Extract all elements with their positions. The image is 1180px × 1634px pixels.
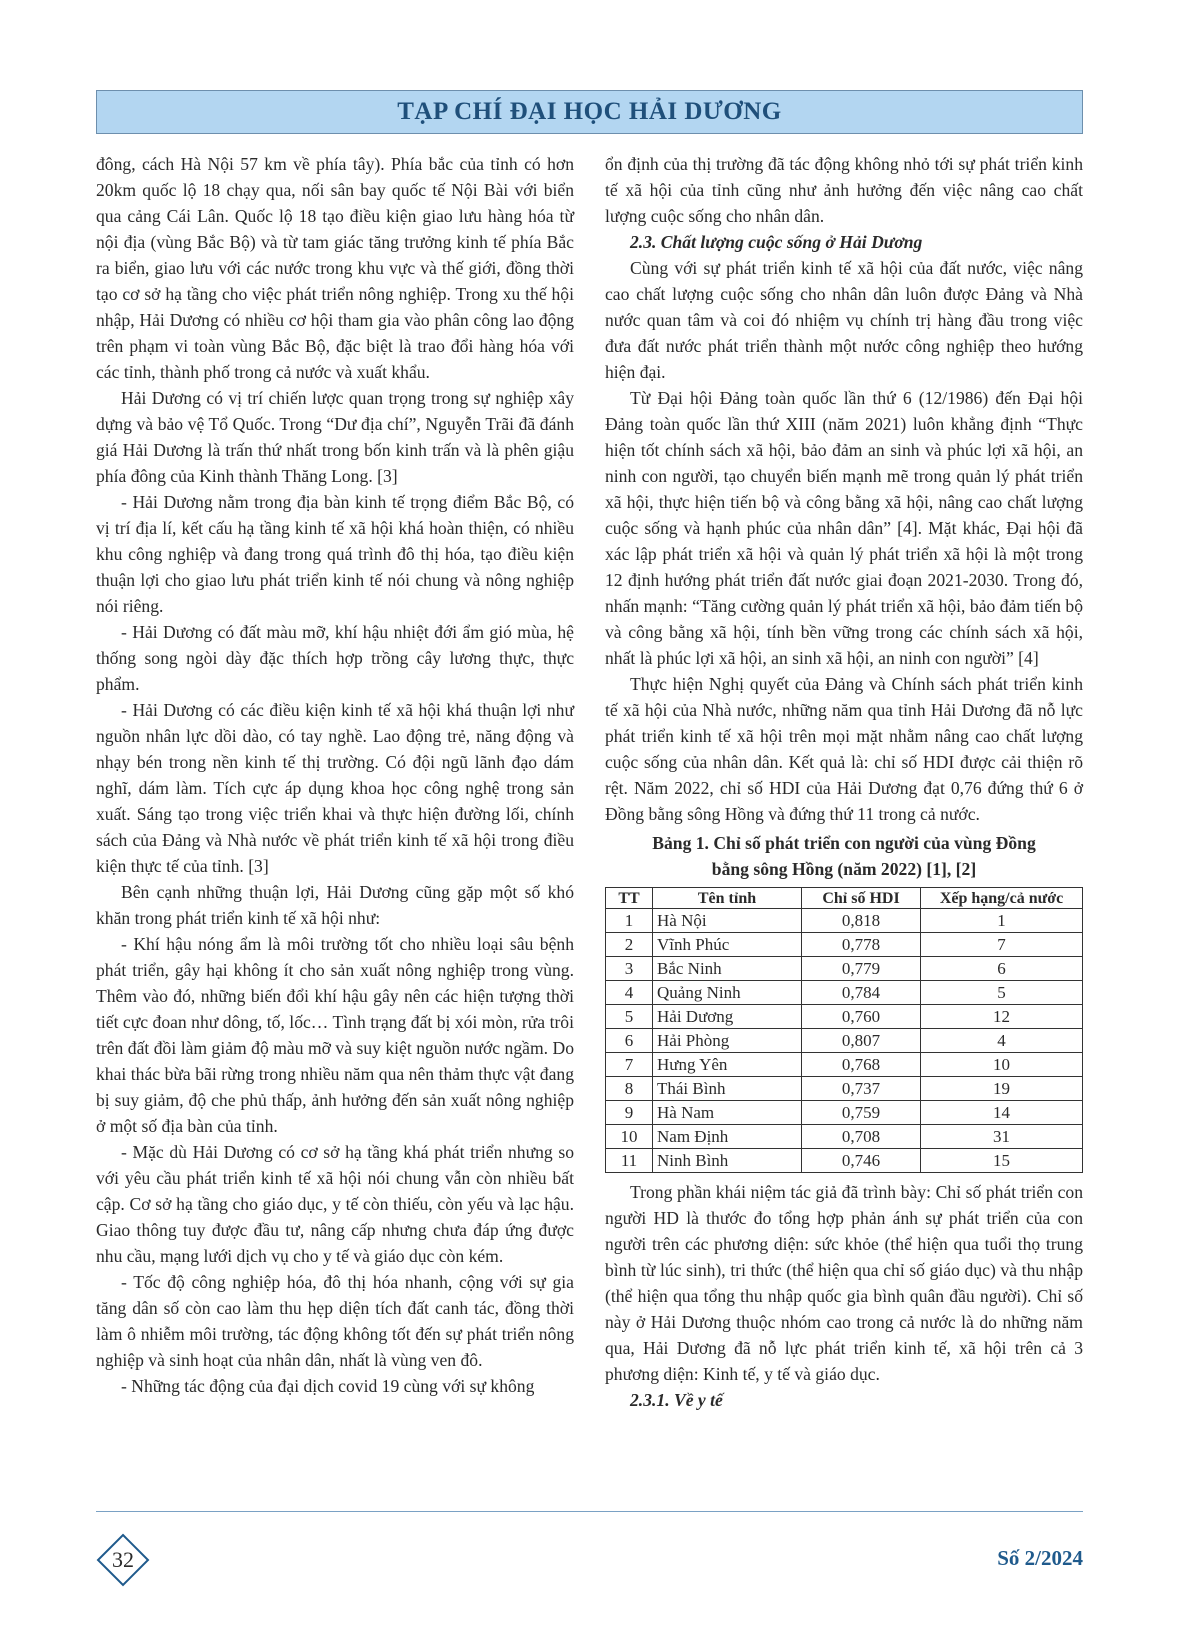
cell-rank: 31 [921, 1125, 1083, 1149]
table-caption-line: Bảng 1. Chỉ số phát triển con người của vùng Đồng [652, 833, 1036, 853]
cell-rank: 1 [921, 909, 1083, 933]
hdi-table [605, 887, 1083, 1173]
cell-province: Nam Định [653, 1125, 802, 1149]
left-column [96, 151, 574, 1399]
table-caption [605, 830, 1083, 882]
cell-hdi: 0,779 [802, 957, 921, 981]
cell-province: Vĩnh Phúc [653, 933, 802, 957]
cell-tt: 9 [606, 1101, 653, 1125]
paragraph: - Mặc dù Hải Dương có cơ sở hạ tầng khá phát triển nhưng so với yêu cầu phát triển kinh tế xã hội nói chung vẫn còn nhiều bất cập. Cơ sở hạ tầng cho giáo dục, y tế còn thiếu, còn yếu và lạc hậu. Giao thông tuy được đầu tư, nâng cấp nhưng chưa đáp ứng được nhu cầu, mạng lưới dịch vụ cho y tế và giáo dục còn kém. [96, 1142, 574, 1266]
paragraph: - Khí hậu nóng ẩm là môi trường tốt cho nhiều loại sâu bệnh phát triển, gây hại không ít cho sản xuất nông nghiệp trong vùng. Thêm vào đó, những biến đổi khí hậu gây nên các hiện tượng thời tiết cực đoan như dông, tố, lốc… Tình trạng đất bị xói mòn, rửa trôi trên đất đồi làm giảm độ màu mỡ và suy kiệt nguồn nước ngầm. Do khai thác bừa bãi rừng trong nhiều năm qua nên thảm thực vật đang bị suy giảm, độ che phủ thấp, ảnh hưởng đến sản xuất nông nghiệp ở một số địa bàn của tỉnh. [96, 934, 574, 1136]
cell-tt: 10 [606, 1125, 653, 1149]
cell-tt: 8 [606, 1077, 653, 1101]
table-row [606, 957, 1083, 981]
cell-hdi: 0,778 [802, 933, 921, 957]
table-row [606, 1053, 1083, 1077]
cell-tt: 5 [606, 1005, 653, 1029]
cell-province: Ninh Bình [653, 1149, 802, 1173]
paragraph: Trong phần khái niệm tác giả đã trình bày: Chỉ số phát triển con người HD là thước đo tổng hợp phản ánh sự phát triển của con người trên các phương diện: sức khỏe (thể hiện qua tuổi thọ trung bình từ lúc sinh), tri thức (thể hiện qua chỉ số giáo dục) và thu nhập (thể hiện qua tổng thu nhập quốc gia bình quân đầu người). Chỉ số này ở Hải Dương thuộc nhóm cao trong cả nước là do những năm qua, Hải Dương đã nỗ lực phát triển kinh tế, xã hội trên cả 3 phương diện: Kinh tế, y tế và giáo dục. [605, 1182, 1083, 1384]
table-header-row [606, 888, 1083, 909]
paragraph: Bên cạnh những thuận lợi, Hải Dương cũng gặp một số khó khăn trong phát triển kinh tế xã hội như: [96, 882, 574, 928]
paragraph: - Tốc độ công nghiệp hóa, đô thị hóa nhanh, cộng với sự gia tăng dân số còn cao làm thu hẹp diện tích đất canh tác, đồng thời làm ô nhiễm môi trường, tác động không tốt đến sự phát triển nông nghiệp và sinh hoạt của nhân dân, nhất là vùng ven đô. [96, 1272, 574, 1370]
cell-province: Thái Bình [653, 1077, 802, 1101]
paragraph: ổn định của thị trường đã tác động không nhỏ tới sự phát triển kinh tế xã hội của tỉnh cũng như ảnh hưởng đến việc nâng cao chất lượng cuộc sống cho nhân dân. [605, 154, 1083, 226]
table-row [606, 933, 1083, 957]
cell-tt: 1 [606, 909, 653, 933]
journal-title: TẠP CHÍ ĐẠI HỌC HẢI DƯƠNG [397, 98, 782, 125]
cell-province: Hà Nam [653, 1101, 802, 1125]
paragraph: - Hải Dương nằm trong địa bàn kinh tế trọng điểm Bắc Bộ, có vị trí địa lí, kết cấu hạ tầng kinh tế xã hội khá hoàn thiện, có nhiều khu công nghiệp và đang trong quá trình đô thị hóa, tạo điều kiện thuận lợi cho giao lưu phát triển kinh tế nói chung và nông nghiệp nói riêng. [96, 492, 574, 616]
table-row [606, 1149, 1083, 1173]
cell-province: Hải Dương [653, 1005, 802, 1029]
cell-rank: 15 [921, 1149, 1083, 1173]
table-row [606, 909, 1083, 933]
paragraph: Thực hiện Nghị quyết của Đảng và Chính sách phát triển kinh tế xã hội của Nhà nước, những năm qua tỉnh Hải Dương đã nỗ lực phát triển kinh tế xã hội trên mọi mặt nhằm nâng cao chất lượng cuộc sống của nhân dân. Kết quả là: chỉ số HDI được cải thiện rõ rệt. Năm 2022, chỉ số HDI của Hải Dương đạt 0,76 đứng thứ 6 ở Đồng bằng sông Hồng và đứng thứ 11 trong cả nước. [605, 674, 1083, 824]
section-heading: 2.3. Chất lượng cuộc sống ở Hải Dương [630, 232, 923, 252]
cell-tt: 6 [606, 1029, 653, 1053]
table-caption-line: bằng sông Hồng (năm 2022) [1], [2] [711, 859, 977, 879]
journal-header-band [96, 90, 1083, 134]
cell-hdi: 0,708 [802, 1125, 921, 1149]
table-body [606, 909, 1083, 1173]
cell-rank: 14 [921, 1101, 1083, 1125]
issue-label: Số 2/2024 [997, 1546, 1083, 1570]
cell-province: Hưng Yên [653, 1053, 802, 1077]
cell-province: Bắc Ninh [653, 957, 802, 981]
right-column [605, 151, 1083, 1413]
cell-tt: 2 [606, 933, 653, 957]
col-header-rank: Xếp hạng/cả nước [921, 888, 1083, 909]
cell-rank: 4 [921, 1029, 1083, 1053]
cell-tt: 3 [606, 957, 653, 981]
cell-hdi: 0,760 [802, 1005, 921, 1029]
cell-rank: 19 [921, 1077, 1083, 1101]
cell-rank: 6 [921, 957, 1083, 981]
cell-province: Hải Phòng [653, 1029, 802, 1053]
cell-hdi: 0,746 [802, 1149, 921, 1173]
col-header-tt: TT [606, 888, 653, 909]
table-row [606, 1101, 1083, 1125]
cell-province: Quảng Ninh [653, 981, 802, 1005]
cell-rank: 12 [921, 1005, 1083, 1029]
paragraph: - Những tác động của đại dịch covid 19 cùng với sự không [121, 1376, 535, 1396]
cell-hdi: 0,768 [802, 1053, 921, 1077]
page-number: 32 [112, 1547, 134, 1572]
cell-tt: 11 [606, 1149, 653, 1173]
cell-rank: 10 [921, 1053, 1083, 1077]
paragraph: Hải Dương có vị trí chiến lược quan trọng trong sự nghiệp xây dựng và bảo vệ Tổ Quốc. Trong “Dư địa chí”, Nguyễn Trãi đã đánh giá Hải Dương là trấn thứ nhất trong bốn kinh trấn và là phên giậu phía đông của Kinh thành Thăng Long. [3] [96, 388, 574, 486]
cell-hdi: 0,784 [802, 981, 921, 1005]
col-header-province: Tên tỉnh [653, 888, 802, 909]
cell-hdi: 0,737 [802, 1077, 921, 1101]
cell-rank: 5 [921, 981, 1083, 1005]
cell-hdi: 0,759 [802, 1101, 921, 1125]
table-row [606, 1125, 1083, 1149]
table-row [606, 1077, 1083, 1101]
table-row [606, 1005, 1083, 1029]
cell-hdi: 0,818 [802, 909, 921, 933]
table-row [606, 1029, 1083, 1053]
cell-rank: 7 [921, 933, 1083, 957]
paragraph: đông, cách Hà Nội 57 km về phía tây). Phía bắc của tỉnh có hơn 20km quốc lộ 18 chạy qua, nối sân bay quốc tế Nội Bài với biển qua cảng Cái Lân. Quốc lộ 18 tạo điều kiện giao lưu hàng hóa từ nội địa (vùng Bắc Bộ) và từ tam giác tăng trưởng kinh tế phía Bắc ra biển, giao lưu với các nước trong khu vực và thế giới, đồng thời tạo cơ sở hạ tầng cho việc phát triển nông nghiệp. Trong xu thế hội nhập, Hải Dương có nhiều cơ hội tham gia vào phân công lao động trên phạm vi toàn vùng Bắc Bộ, đặc biệt là trao đổi hàng hóa với các tỉnh, thành phố trong cả nước và xuất khẩu. [96, 154, 574, 382]
footer-divider [96, 1511, 1083, 1512]
col-header-hdi: Chỉ số HDI [802, 888, 921, 909]
page-number-badge [96, 1533, 150, 1587]
subsection-heading: 2.3.1. Về y tế [630, 1390, 723, 1410]
cell-hdi: 0,807 [802, 1029, 921, 1053]
cell-tt: 4 [606, 981, 653, 1005]
cell-tt: 7 [606, 1053, 653, 1077]
paragraph: - Hải Dương có đất màu mỡ, khí hậu nhiệt đới ẩm gió mùa, hệ thống song ngòi dày đặc thích hợp trồng cây lương thực, thực phẩm. [96, 622, 574, 694]
paragraph: - Hải Dương có các điều kiện kinh tế xã hội khá thuận lợi như nguồn nhân lực dồi dào, có tay nghề. Lao động trẻ, năng động và nhạy bén trong nền kinh tế thị trường. Có đội ngũ lãnh đạo dám nghĩ, dám làm. Tích cực áp dụng khoa học công nghệ trong sản xuất. Sáng tạo trong việc triển khai và thực hiện đường lối, chính sách của Đảng và Nhà nước về phát triển kinh tế xã hội trong điều kiện thực tế của tỉnh. [3] [96, 700, 574, 876]
paragraph: Từ Đại hội Đảng toàn quốc lần thứ 6 (12/1986) đến Đại hội Đảng toàn quốc lần thứ XIII (năm 2021) luôn khẳng định “Thực hiện tốt chính sách xã hội, bảo đảm an sinh và phúc lợi xã hội, an ninh con người, tạo chuyển biến mạnh mẽ trong quản lý phát triển xã hội, thực hiện tiến bộ và công bằng xã hội, nâng cao chất lượng cuộc sống và hạnh phúc của nhân dân” [4]. Mặt khác, Đại hội đã xác lập phát triển xã hội và quản lý phát triển xã hội là một trong 12 định hướng phát triển đất nước giai đoạn 2021-2030. Trong đó, nhấn mạnh: “Tăng cường quản lý phát triển xã hội, bảo đảm tiến bộ và công bằng xã hội, tính bền vững trong các chính sách xã hội, nhất là phúc lợi xã hội, an sinh xã hội, an ninh con người” [4] [605, 388, 1083, 668]
paragraph: Cùng với sự phát triển kinh tế xã hội của đất nước, việc nâng cao chất lượng cuộc sống cho nhân dân luôn được Đảng và Nhà nước quan tâm và coi đó nhiệm vụ chính trị hàng đầu trong việc đưa đất nước phát triển thành một nước công nghiệp theo hướng hiện đại. [605, 258, 1083, 382]
cell-province: Hà Nội [653, 909, 802, 933]
table-row [606, 981, 1083, 1005]
